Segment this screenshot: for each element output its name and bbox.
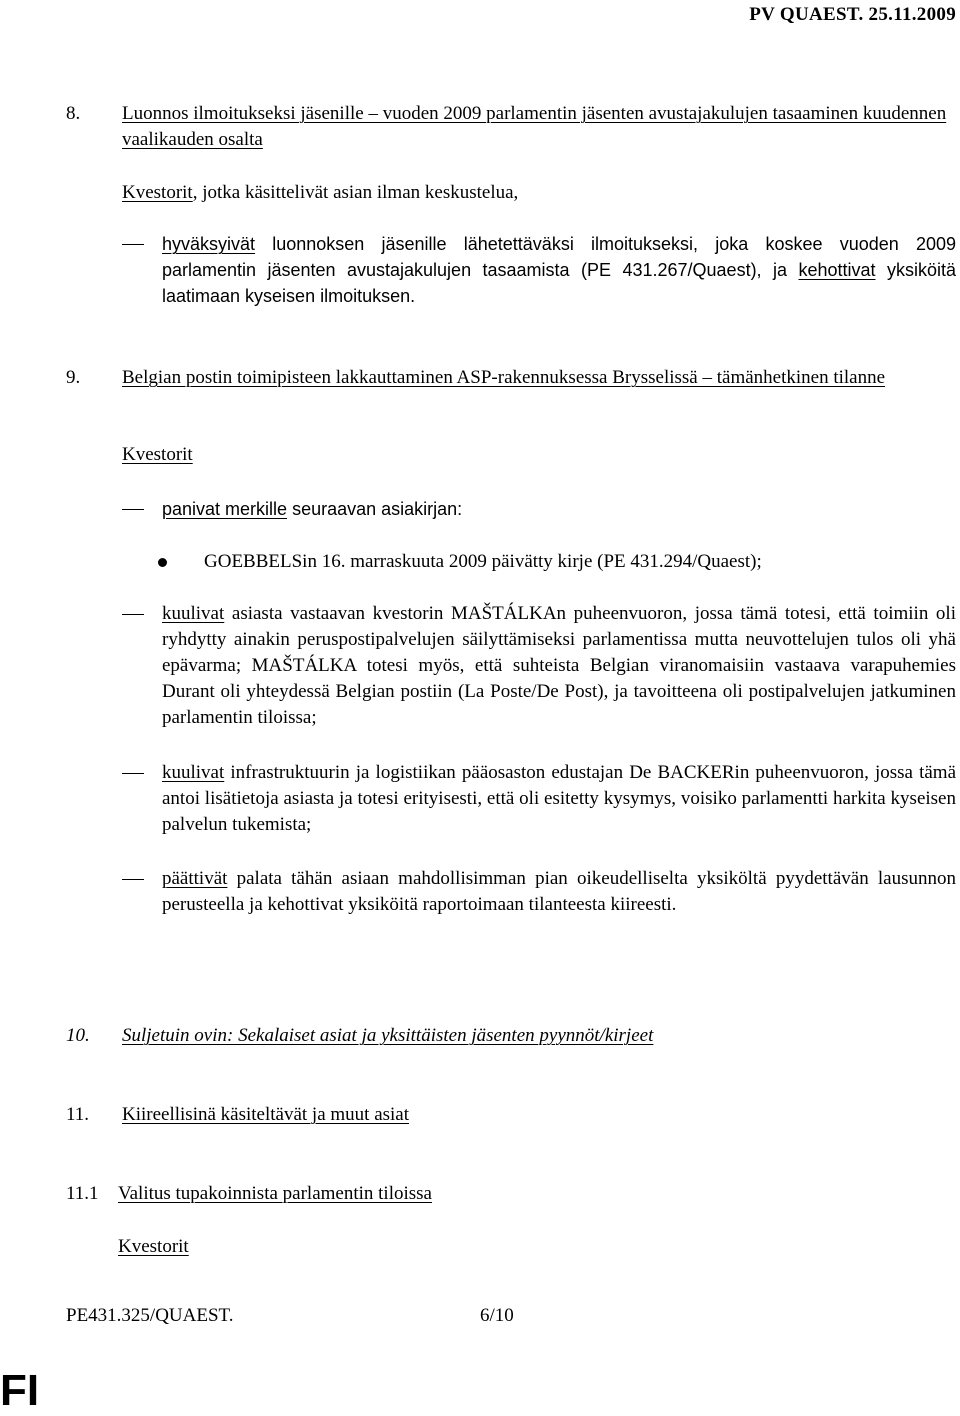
- quaestors-label: Kvestorit: [118, 1236, 189, 1257]
- dash-marker: [122, 244, 144, 245]
- dash-marker: [122, 509, 144, 510]
- quaestors-label: Kvestorit: [122, 444, 193, 465]
- decision-text: seuraavan asiakirjan:: [287, 499, 463, 519]
- decision-text: infrastruktuurin ja logistiikan pääosaston edustajan De BACKERin puheenvuoron, jossa tämä antoi lisätietoja asiasta ja totesi erityisesti, että oli esitetty kysymys, voisiko parlamentti harkita kyseisen palvelun tukemista;: [162, 762, 956, 835]
- item-10-title: Suljetuin ovin: Sekalaiset asiat ja yksittäisten jäsenten pyynnöt/kirjeet: [122, 1025, 654, 1046]
- document-reference-header: PV QUAEST. 25.11.2009: [749, 4, 956, 25]
- decision-verb: kehottivat: [798, 260, 876, 280]
- dash-marker: [122, 614, 144, 615]
- intro-text: , jotka käsittelivät asian ilman keskustelua,: [192, 182, 519, 203]
- item-9-decision-1: [162, 496, 956, 522]
- decision-verb: panivat merkille: [162, 499, 288, 519]
- item-11-1-title: Valitus tupakoinnista parlamentin tiloissa: [118, 1183, 432, 1204]
- item-8-decision: [162, 231, 956, 309]
- item-9-decision-4: [162, 866, 956, 918]
- decision-verb: kuulivat: [162, 762, 225, 783]
- item-9-title: Belgian postin toimipisteen lakkauttaminen ASP-rakennuksessa Brysselissä – tämänhetkinen tilanne: [122, 367, 886, 388]
- bullet-marker: [158, 558, 167, 567]
- page-number: 6/10: [480, 1305, 514, 1326]
- item-11-1-number: 11.1: [66, 1183, 99, 1204]
- decision-text: yksiköitä laatimaan kyseisen ilmoituksen.: [162, 260, 956, 306]
- language-code: FI: [0, 1366, 40, 1415]
- item-11-number: 11.: [66, 1104, 90, 1125]
- item-10-number: 10.: [66, 1025, 90, 1046]
- item-9-document-reference: GOEBBELSin 16. marraskuuta 2009 päivätty kirje (PE 431.294/Quaest);: [204, 551, 762, 572]
- item-9-decision-3: [162, 760, 956, 838]
- decision-verb: hyväksyivät: [162, 234, 256, 254]
- item-9-decision-2: [162, 601, 956, 731]
- footer-document-reference: PE431.325/QUAEST.: [66, 1305, 234, 1326]
- item-11-title: Kiireellisinä käsiteltävät ja muut asiat: [122, 1104, 410, 1125]
- decision-verb: kuulivat: [162, 603, 225, 624]
- decision-text: asiasta vastaavan kvestorin MAŠTÁLKAn puheenvuoron, jossa tämä totesi, että toimiin oli ryhdytty ainakin peruspostipalvelujen säilyttämiseksi parlamentissa mutta neuvottelujen tulos oli yhä epävarma; MAŠTÁLKA totesi myös, että suhteista Belgian viranomaisiin vastaava varapuhemies Durant oli yhteydessä Belgian postiin (La Poste/De Post), ja tavoitteena oli postipalvelujen jatkuminen parlamentin tiloissa;: [162, 603, 956, 728]
- dash-marker: [122, 879, 144, 880]
- item-8-title: Luonnos ilmoitukseksi jäsenille – vuoden 2009 parlamentin jäsenten avustajakulujen tasaaminen kuudennen vaalikauden osalta: [122, 103, 947, 150]
- decision-verb: päättivät: [162, 868, 228, 889]
- decision-text: palata tähän asiaan mahdollisimman pian oikeudelliselta yksiköltä pyydettävän lausunnon perusteella ja kehottivat yksiköitä raportoimaan tilanteesta kiireesti.: [162, 868, 956, 915]
- decision-text: luonnoksen jäsenille lähetettäväksi ilmoitukseksi, joka koskee vuoden 2009 parlamentin jäsenten avustajakulujen tasaamista (PE 431.267/Quaest), ja: [162, 234, 956, 280]
- quaestors-label: Kvestorit: [122, 182, 193, 203]
- dash-marker: [122, 773, 144, 774]
- item-8-intro: [122, 180, 952, 206]
- item-9-number: 9.: [66, 367, 81, 388]
- item-8-number: 8.: [66, 103, 81, 124]
